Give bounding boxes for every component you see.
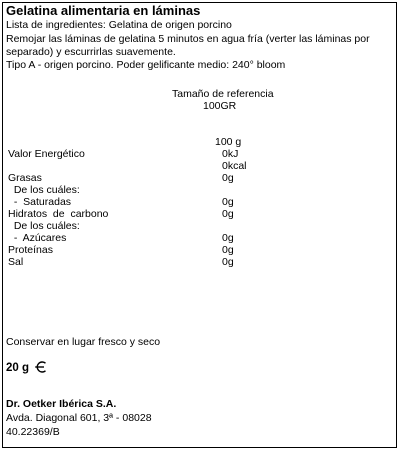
preparation-instructions: Remojar las láminas de gelatina 5 minutos en agua fría (verter las láminas por separado) y escurrirlas suavemente.: [6, 33, 370, 58]
nutrition-row-label: De los cuáles:: [8, 184, 80, 196]
storage-instructions: Conservar en lugar fresco y seco: [6, 336, 161, 348]
net-weight: 20 g: [6, 362, 30, 374]
company-address: Avda. Diagonal 601, 3ª - 08028: [6, 412, 152, 424]
nutrition-column-header: 100 g: [215, 136, 242, 148]
nutrition-row-label: Sal: [8, 256, 24, 268]
nutrition-row-value: 0g: [222, 196, 234, 208]
reference-size-value: 100GR: [203, 100, 237, 112]
product-title: Gelatina alimentaria en láminas: [6, 3, 201, 18]
nutrition-row-label: Hidratos de carbono: [8, 208, 109, 220]
nutrition-row-value: 0kcal: [222, 160, 247, 172]
nutrition-row-label: - Azúcares: [8, 232, 67, 244]
nutrition-row-label: Valor Energético: [8, 148, 85, 160]
ingredients-list: Lista de ingredientes: Gelatina de origen porcino: [6, 19, 232, 31]
nutrition-row-label: Proteínas: [8, 244, 53, 256]
reference-size-label: Tamaño de referencia: [172, 88, 274, 100]
nutrition-row-label: De los cuáles:: [8, 220, 80, 232]
nutrition-row-label: - Saturadas: [8, 196, 72, 208]
nutrition-row-value: 0g: [222, 172, 234, 184]
nutrition-row-value: 0g: [222, 232, 234, 244]
gelatin-type-info: Tipo A - origen porcino. Poder gelificante medio: 240° bloom: [6, 59, 286, 71]
nutrition-row-value: 0kJ: [222, 148, 239, 160]
registration-code: 40.22369/B: [6, 426, 60, 438]
nutrition-row-value: 0g: [222, 244, 234, 256]
nutrition-row-label: Grasas: [8, 172, 42, 184]
estimated-sign-icon: [33, 361, 47, 373]
nutrition-row-value: 0g: [222, 208, 234, 220]
nutrition-row-value: 0g: [222, 256, 234, 268]
company-name: Dr. Oetker Ibérica S.A.: [6, 398, 117, 410]
